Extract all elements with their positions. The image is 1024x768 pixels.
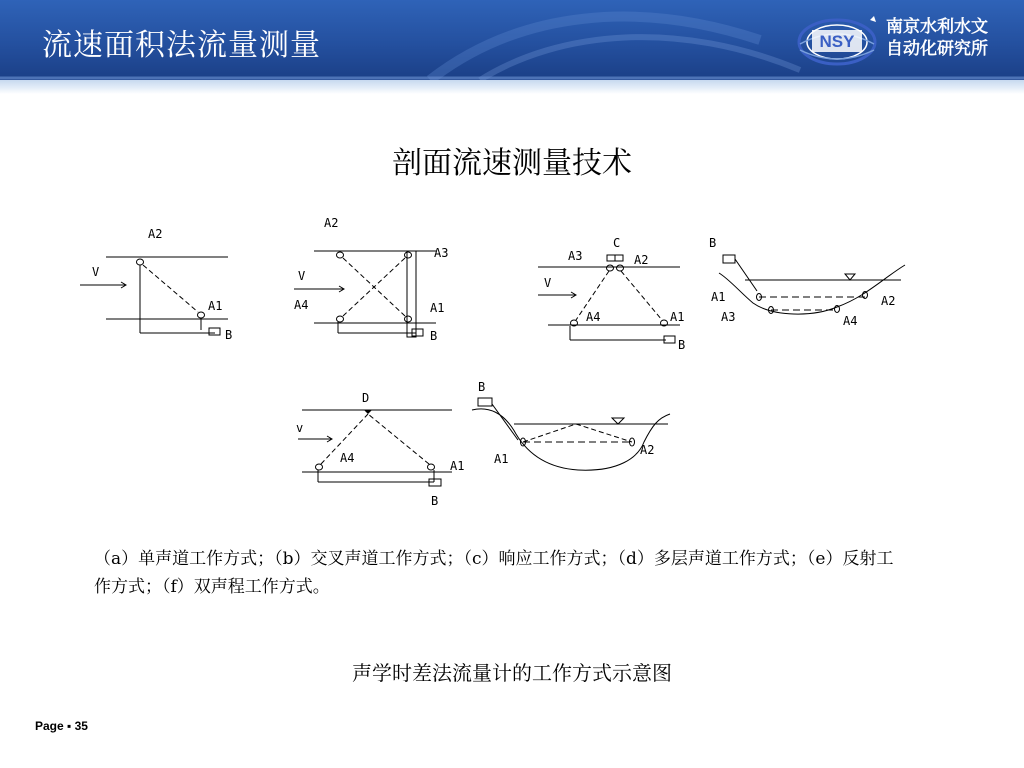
header-bar <box>0 0 1024 80</box>
label-v: V <box>92 265 100 279</box>
label-a4: A4 <box>340 451 355 465</box>
label-a1: A1 <box>208 299 223 313</box>
label-v: V <box>298 269 306 283</box>
label-a3: A3 <box>568 249 583 263</box>
label-a2: A2 <box>881 294 896 308</box>
label-a2: A2 <box>148 227 163 241</box>
label-a2: A2 <box>634 253 649 267</box>
header-band <box>0 80 1024 94</box>
label-a2: A2 <box>324 216 339 230</box>
figure-e <box>288 378 468 513</box>
label-v: v <box>296 421 304 435</box>
label-a1: A1 <box>450 459 465 473</box>
label-a1: A1 <box>430 301 445 315</box>
label-a1: A1 <box>670 310 685 324</box>
label-c: C <box>613 236 621 250</box>
figure-a <box>68 218 258 348</box>
label-a2: A2 <box>640 443 655 457</box>
org-line-1: 南京水利水文 <box>886 17 988 36</box>
label-b: B <box>709 236 717 250</box>
label-a4: A4 <box>843 314 858 328</box>
label-a4: A4 <box>294 298 309 312</box>
figure-caption: （a）单声道工作方式；（b）交叉声道工作方式；（c）响应工作方式；（d）多层声道工作方式；（e）反射工作方式；（f）双声程工作方式。 <box>94 549 894 597</box>
slide-title: 流速面积法流量测量 <box>42 28 321 63</box>
label-v: V <box>544 276 552 290</box>
label-b: B <box>225 328 233 342</box>
label-a1: A1 <box>711 290 726 304</box>
label-a3: A3 <box>434 246 449 260</box>
label-a3: A3 <box>721 310 736 324</box>
label-a1: A1 <box>494 452 509 466</box>
figure-f <box>468 378 678 498</box>
page-number: Page ▪ 35 <box>35 719 88 733</box>
figure-d <box>705 235 915 345</box>
label-a4: A4 <box>586 310 601 324</box>
figure-c <box>530 235 700 355</box>
figure-b <box>290 213 460 348</box>
nsy-logo-icon <box>790 14 884 70</box>
organization-name <box>886 16 988 60</box>
label-b: B <box>430 329 438 343</box>
label-b: B <box>678 338 686 352</box>
org-line-2: 自动化研究所 <box>886 39 988 58</box>
label-b: B <box>478 380 486 394</box>
label-d: D <box>362 391 370 405</box>
label-b: B <box>431 494 439 508</box>
section-subtitle: 剖面流速测量技术 <box>392 146 632 181</box>
logo-text: NSY <box>819 32 855 51</box>
figure-title: 声学时差法流量计的工作方式示意图 <box>352 661 672 685</box>
